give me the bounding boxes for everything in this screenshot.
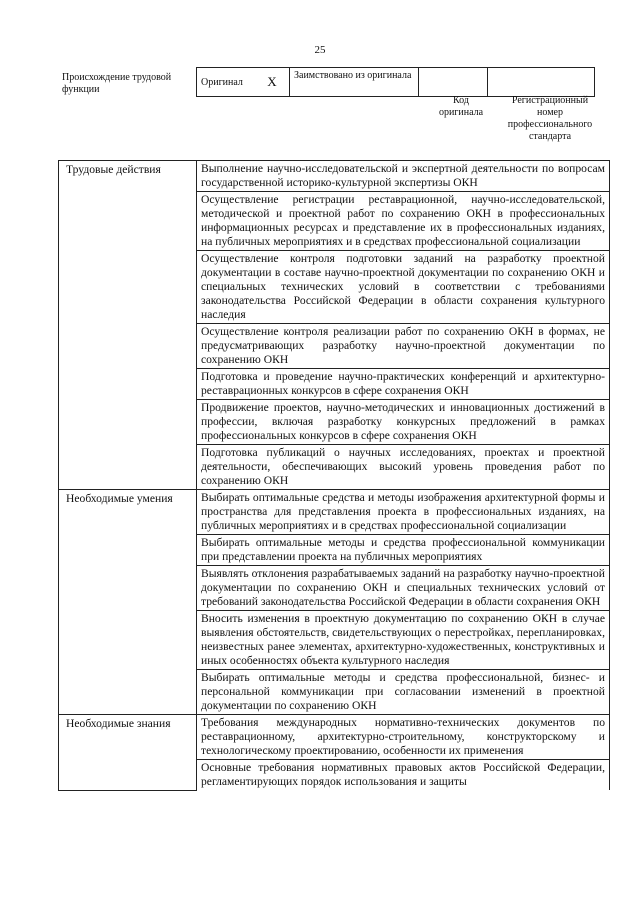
section-item: Основные требования нормативных правовых актов Российской Федерации, регламентирующих порядок использования и защиты <box>197 760 610 791</box>
origin-label: Происхождение трудовой функции <box>62 72 172 95</box>
section-item: Продвижение проектов, научно-методических и инновационных достижений в профессии, включая разработку конкурсных предложений в рамках профессиональных конкурсов в сфере сохранения ОКН <box>197 400 610 445</box>
section-item: Выявлять отклонения разрабатываемых заданий на разработку научно-проектной документации по сохранению ОКН и специальных технических условий от требований законодательства Российской Федерации в области сохранения ОКН <box>197 566 610 611</box>
original-label: Оригинал <box>197 68 256 97</box>
section-item: Требования международных нормативно-технических документов по реставрационному, архитектурно-строительному, конструкторскому и технологическому проектированию, особенности их применения <box>197 715 610 760</box>
section-label: Необходимые умения <box>59 490 197 715</box>
section-item: Подготовка и проведение научно-практических конференций и архитектурно-реставрационных конкурсов в сфере сохранения ОКН <box>197 369 610 400</box>
functions-table <box>58 160 610 791</box>
original-mark: X <box>255 68 290 97</box>
table-row <box>59 715 610 760</box>
section-item: Выбирать оптимальные методы и средства профессиональной коммуникации при представлении проекта на публичных мероприятиях <box>197 535 610 566</box>
section-item: Выбирать оптимальные средства и методы изображения архитектурной формы и пространства для представления проекта в профессиональных изданиях, на публичных мероприятиях и в средствах профессиональной социализации <box>197 490 610 535</box>
section-item: Подготовка публикаций о научных исследованиях, проектах и проектной деятельности, обеспечивающих высокий уровень проведения работ по сохранению ОКН <box>197 445 610 490</box>
table-row <box>59 490 610 535</box>
section-label: Необходимые знания <box>59 715 197 791</box>
section-item: Вносить изменения в проектную документацию по сохранению ОКН в случае выявления обстоятельств, свидетельствующих о перестройках, перепланировках, неизвестных ранее элементах, архитектурно-художественных, конструктивных и иных особенностях объекта культурного наследия <box>197 611 610 670</box>
reg-caption: Регистрационный номер профессионального стандарта <box>507 95 593 142</box>
section-item: Выбирать оптимальные методы и средства профессиональной, бизнес- и персональной коммуникации при согласовании изменений в проектной документации по сохранению ОКН <box>197 670 610 715</box>
code-cell <box>419 68 488 97</box>
reg-number-cell <box>488 68 595 97</box>
origin-table <box>196 67 595 97</box>
section-item: Выполнение научно-исследовательской и экспертной деятельности по вопросам государственной историко-культурной экспертизы ОКН <box>197 161 610 192</box>
section-item: Осуществление контроля подготовки заданий на разработку проектной документации в составе научно-проектной документации по сохранению ОКН и специальных технических условий в соответствии с требованиями законодательства Российской Федерации в области сохранения культурного наследия <box>197 251 610 324</box>
page-number: 25 <box>314 44 326 56</box>
borrowed-label: Заимствовано из оригинала <box>290 68 419 97</box>
section-item: Осуществление контроля реализации работ по сохранению ОКН в формах, не предусматривающих разработку научно-проектной документации по сохранению ОКН <box>197 324 610 369</box>
table-row <box>59 161 610 192</box>
code-caption: Код оригинала <box>438 95 484 118</box>
section-label: Трудовые действия <box>59 161 197 490</box>
section-item: Осуществление регистрации реставрационной, научно-исследовательской, методической и проектной работ по сохранению ОКН в профессиональных информационных ресурсах и представление их в профессиональных изданиях, на публичных мероприятиях и в средствах профессиональной социализации <box>197 192 610 251</box>
